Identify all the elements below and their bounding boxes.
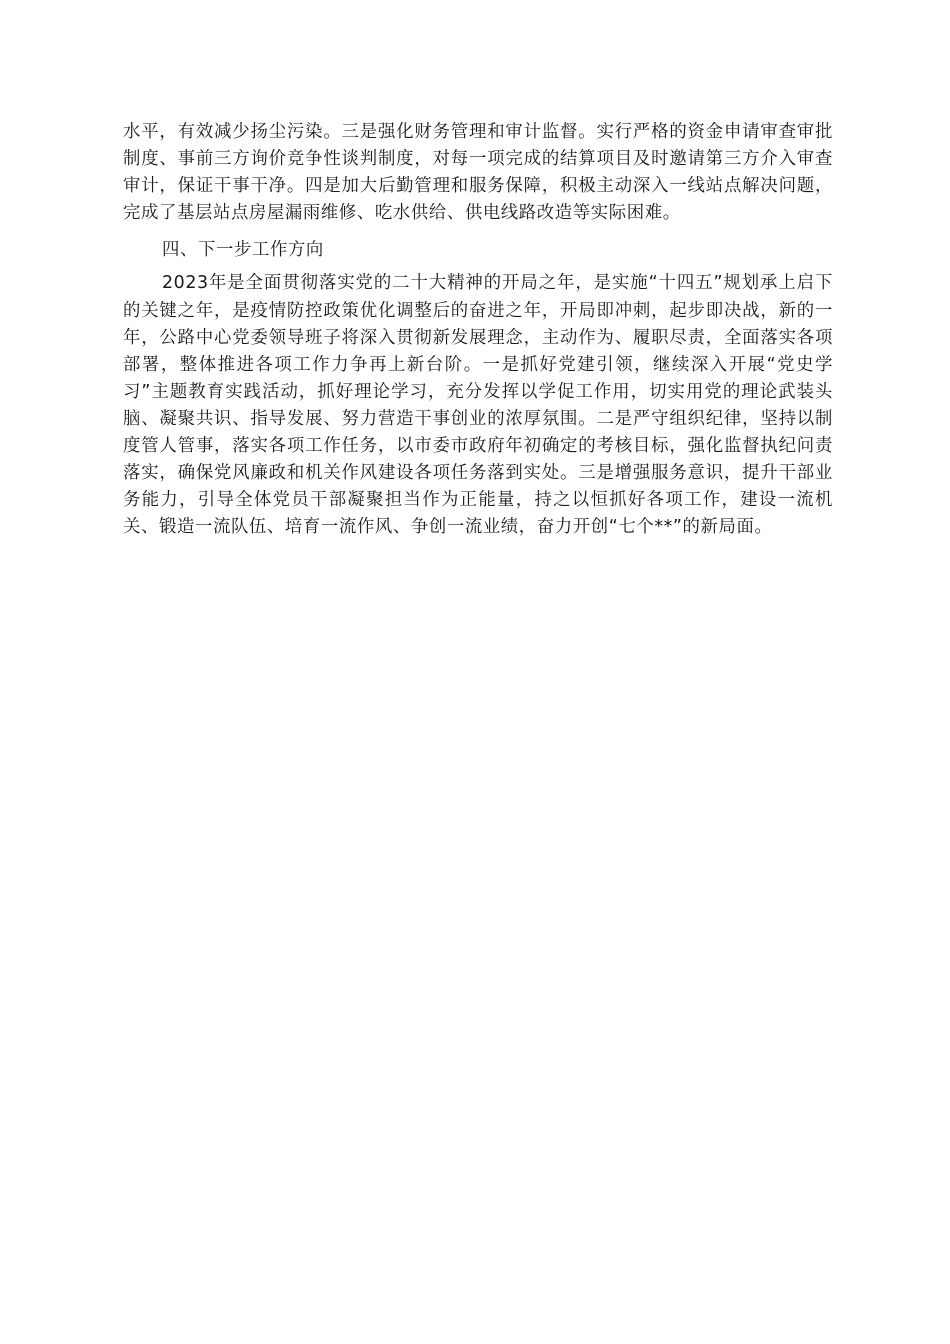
document-body: [123, 119, 833, 541]
section-heading: 四、下一步工作方向: [162, 240, 324, 261]
paragraph-spacer: [123, 227, 833, 237]
paragraph-main: 2023年是全面贯彻落实党的二十大精神的开局之年，是实施“十四五”规划承上启下的关键之年，是疫情防控政策优化调整后的奋进之年，开局即冲刺，起步即决战，新的一年，公路中心党委领导班子将深入贯彻新发展理念，主动作为、履职尽责，全面落实各项部署，整体推进各项工作力争再上新台阶。一是抓好党建引领，继续深入开展“党史学习”主题教育实践活动，抓好理论学习，充分发挥以学促工作用，切实用党的理论武装头脑、凝聚共识、指导发展、努力营造干事创业的浓厚氛围。二是严守组织纪律，坚持以制度管人管事，落实各项工作任务，以市委市政府年初确定的考核目标，强化监督执纪问责落实，确保党风廉政和机关作风建设各项任务落到实处。三是增强服务意识，提升干部业务能力，引导全体党员干部凝聚担当作为正能量，持之以恒抓好各项工作，建设一流机关、锻造一流队伍、培育一流作风、争创一流业绩，奋力开创“七个**”的新局面。: [123, 273, 833, 538]
paragraph-continued: 水平，有效减少扬尘污染。三是强化财务管理和审计监督。实行严格的资金申请审查审批制度、事前三方询价竞争性谈判制度，对每一项完成的结算项目及时邀请第三方介入审查审计，保证干事干净。四是加大后勤管理和服务保障，积极主动深入一线站点解决问题，完成了基层站点房屋漏雨维修、吃水供给、供电线路改造等实际困难。: [123, 122, 833, 224]
